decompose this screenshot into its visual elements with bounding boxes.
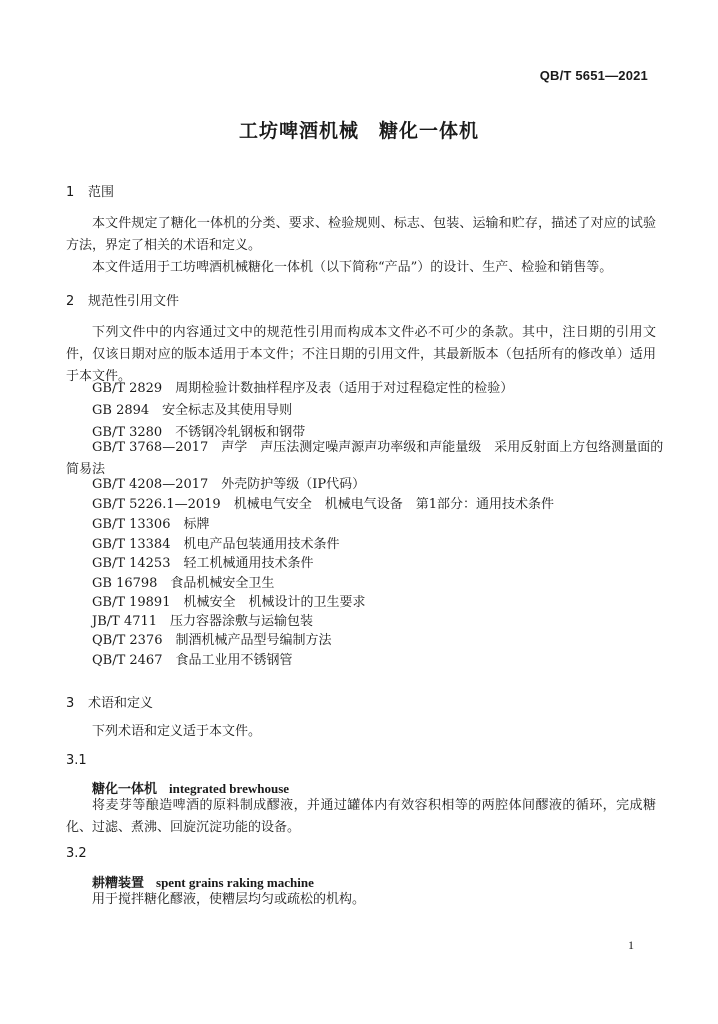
reference-item: GB/T 19891 机械安全 机械设计的卫生要求 bbox=[92, 595, 366, 610]
reference-item: GB 2894 安全标志及其使用导则 bbox=[92, 403, 293, 418]
page-number: 1 bbox=[628, 938, 634, 952]
section-title: 术语和定义 bbox=[88, 696, 154, 711]
reference-item: GB/T 4208—2017 外壳防护等级（IP代码） bbox=[92, 477, 366, 492]
term-zh: 耕糟装置 bbox=[92, 876, 145, 891]
reference-item: GB/T 3280 不锈钢冷轧钢板和钢带 bbox=[92, 425, 306, 440]
term-en: spent grains raking machine bbox=[156, 875, 314, 890]
reference-item: GB 16798 食品机械安全卫生 bbox=[92, 576, 275, 591]
term-number: 3.2 bbox=[66, 846, 87, 861]
section-2-heading bbox=[66, 290, 179, 309]
section-1-heading bbox=[66, 181, 114, 200]
reference-item: GB/T 2829 周期检验计数抽样程序及表（适用于对过程稳定性的检验） bbox=[92, 381, 514, 396]
reference-item: GB/T 14253 轻工机械通用技术条件 bbox=[92, 556, 314, 571]
term-en: integrated brewhouse bbox=[169, 781, 290, 796]
document-title: 工坊啤酒机械 糖化一体机 bbox=[238, 120, 479, 142]
reference-item: GB/T 5226.1—2019 机械电气安全 机械电气设备 第1部分：通用技术条件 bbox=[92, 497, 554, 512]
section-1-paragraph-2: 本文件适用于工坊啤酒机械糖化一体机（以下简称“产品”）的设计、生产、检验和销售等。 bbox=[92, 260, 613, 275]
term-number: 3.1 bbox=[66, 753, 87, 768]
standard-code: QB/T 5651—2021 bbox=[539, 68, 648, 83]
reference-item: JB/T 4711 压力容器涂敷与运输包装 bbox=[92, 614, 314, 629]
reference-item: GB/T 3768—2017 声学 声压法测定噪声源声功率级和声能量级 采用反射面上方包络测量面的 bbox=[92, 440, 664, 455]
reference-item: QB/T 2376 制酒机械产品型号编制方法 bbox=[92, 633, 332, 648]
section-number: 1 bbox=[66, 185, 75, 200]
reference-item: GB/T 13384 机电产品包装通用技术条件 bbox=[92, 537, 340, 552]
section-1-paragraph-1: 本文件规定了糖化一体机的分类、要求、检验规则、标志、包装、运输和贮存，描述了对应的试验方法，界定了相关的术语和定义。 bbox=[66, 216, 656, 253]
term-definition: 用于搅拌糖化醪液，使糟层均匀或疏松的机构。 bbox=[92, 892, 366, 907]
term-definition: 将麦芽等酿造啤酒的原料制成醪液，并通过罐体内有效容积相等的两腔体间醪液的循环，完成糖化、过滤、煮沸、回旋沉淀功能的设备。 bbox=[66, 798, 656, 835]
section-number: 2 bbox=[66, 294, 75, 309]
section-number: 3 bbox=[66, 696, 75, 711]
section-3-heading bbox=[66, 692, 153, 711]
reference-item: GB/T 13306 标牌 bbox=[92, 517, 210, 532]
section-title: 范围 bbox=[88, 185, 115, 200]
reference-item-continued: 简易法 bbox=[66, 462, 106, 477]
term-zh: 糖化一体机 bbox=[92, 782, 158, 797]
reference-item: QB/T 2467 食品工业用不锈钢管 bbox=[92, 653, 293, 668]
section-title: 规范性引用文件 bbox=[88, 294, 180, 309]
section-2-paragraph-1: 下列文件中的内容通过文中的规范性引用而构成本文件必不可少的条款。其中，注日期的引用文件，仅该日期对应的版本适用于本文件；不注日期的引用文件，其最新版本（包括所有的修改单）适用于本文件。 bbox=[66, 325, 656, 384]
section-3-paragraph-1: 下列术语和定义适于本文件。 bbox=[92, 724, 262, 739]
